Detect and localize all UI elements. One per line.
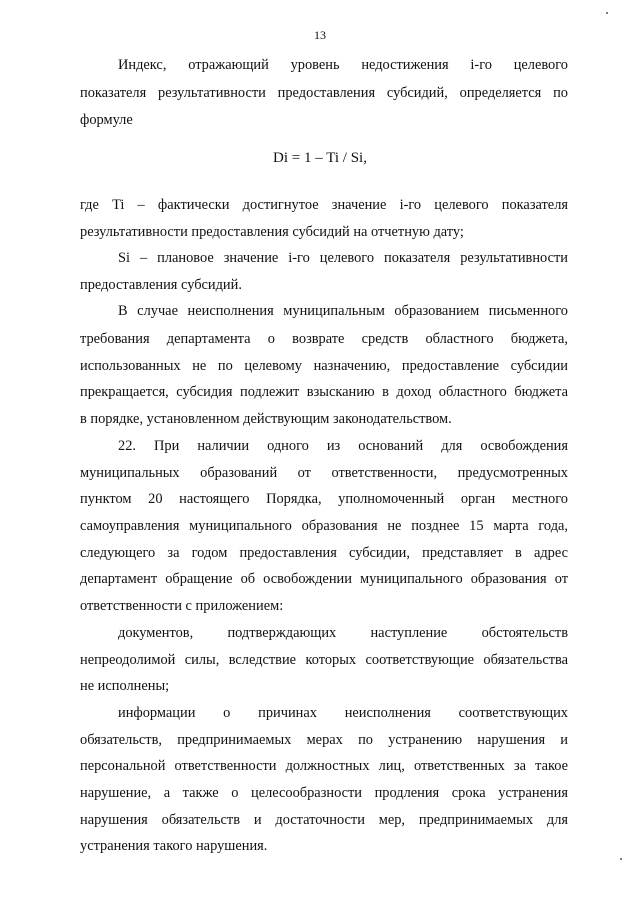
text-line: информации о причинах неисполнения соответствующих — [118, 705, 568, 721]
text-line: департамент обращение об освобождении муниципального образования от — [80, 571, 568, 587]
text-line: устранения такого нарушения. — [80, 838, 268, 854]
text-line: ответственности с приложением: — [80, 598, 284, 614]
text-line: не исполнены; — [80, 678, 170, 694]
text-line: муниципальных образований от ответственности, предусмотренных — [80, 465, 568, 481]
text-line: 22. При наличии одного из оснований для освобождения — [118, 438, 568, 454]
text-line: В случае неисполнения муниципальным образованием письменного — [118, 303, 568, 319]
text-line: в порядке, установленном действующим законодательством. — [80, 411, 452, 427]
text-line: формуле — [80, 112, 133, 128]
text-line: требования департамента о возврате средств областного бюджета, — [80, 331, 568, 347]
scan-speck — [606, 12, 608, 14]
scan-speck — [620, 858, 622, 860]
text-line: непреодолимой силы, вследствие которых соответствующие обязательства — [80, 652, 568, 668]
text-line: нарушение, а также о целесообразности продления срока устранения — [80, 785, 568, 801]
text-line: документов, подтверждающих наступление обстоятельств — [118, 625, 568, 641]
text-line: результативности предоставления субсидий на отчетную дату; — [80, 224, 464, 240]
text-line: следующего за годом предоставления субсидии, представляет в адрес — [80, 545, 568, 561]
text-line: самоуправления муниципального образования не позднее 15 марта года, — [80, 518, 568, 534]
text-line: предоставления субсидий. — [80, 277, 242, 293]
page-number: 13 — [314, 28, 326, 42]
text-line: Индекс, отражающий уровень недостижения i-го целевого — [118, 57, 568, 73]
text-line: показателя результативности предоставления субсидий, определяется по — [80, 85, 568, 101]
text-line: обязательств, предпринимаемых мерах по устранению нарушения и — [80, 732, 568, 748]
text-line: нарушения обязательств и достаточности мер, предпринимаемых для — [80, 812, 568, 828]
formula: Di = 1 – Ti / Si, — [273, 150, 367, 166]
text-line: пунктом 20 настоящего Порядка, уполномоченный орган местного — [80, 491, 568, 507]
text-line: прекращается, субсидия подлежит взысканию в доход областного бюджета — [80, 384, 568, 400]
text-line: где Ti – фактически достигнутое значение i-го целевого показателя — [80, 197, 568, 213]
text-line: Si – плановое значение i-го целевого показателя результативности — [118, 250, 568, 266]
text-line: персональной ответственности должностных лиц, ответственных за такое — [80, 758, 568, 774]
text-line: использованных не по целевому назначению, предоставление субсидии — [80, 358, 568, 374]
